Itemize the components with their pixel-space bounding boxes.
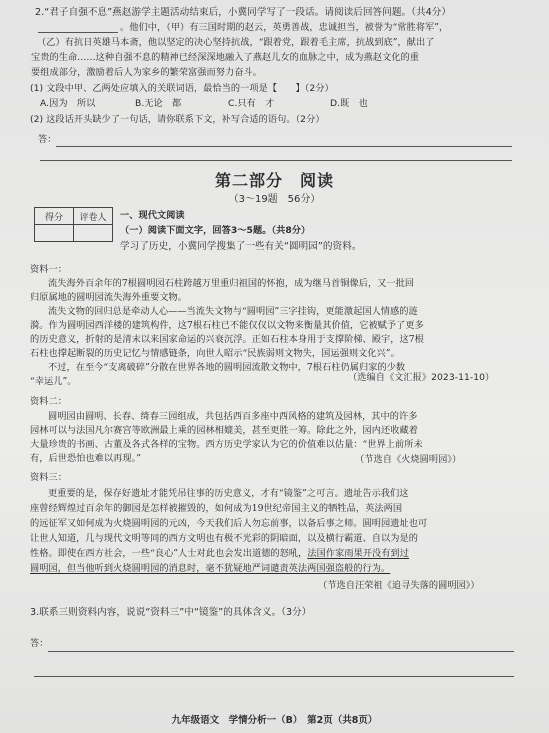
option-c: C.只有 才 bbox=[228, 98, 275, 109]
material-3-source: （节选自汪荣祖《追寻失落的圆明园》） bbox=[318, 580, 480, 591]
material-3-line: 的远征军又如何成为火烧圆明园的元凶，今天我们后人勿忘前事，以备后事之师。圆明园遗址也可 bbox=[30, 518, 428, 529]
passage-line: 。他们中，（甲）有三国时期的赵云，英勇善战，忠诚担当，被誉为“常胜将军”， bbox=[120, 22, 449, 33]
material-3-line bbox=[30, 548, 409, 560]
material-1-line: 石柱也撑起断裂的历史记忆与情感链条，向世人昭示“民族弱则文物失，国运强则文化兴”。 bbox=[30, 348, 400, 359]
answer-line bbox=[40, 160, 512, 161]
passage-line: 要组成部分，激励着后人为家乡的繁荣富强而努力奋斗。 bbox=[31, 67, 262, 78]
answer-line bbox=[48, 651, 514, 652]
material-2-line: 园林可以与法国凡尔赛宫等欧洲最上乘的园林相媲美，甚至更胜一筹。除此之外，园内还收藏着 bbox=[30, 425, 418, 436]
section-subtitle: （3～19题 56分） bbox=[228, 194, 321, 205]
material-1-line: “幸运儿”。 bbox=[30, 376, 77, 387]
question-2-points: （共4分） bbox=[411, 7, 452, 18]
part-subheading: （一）阅读下面文字，回答3～5题。（共8分） bbox=[120, 225, 311, 236]
material-3-text: 性格。即使在西方社会，一些“良心”人士对此也会发出道德的怒吼， bbox=[30, 548, 308, 559]
passage-line: （乙）有抗日英雄马本斋，他以坚定的决心坚持抗战，“跟着党，跟着毛主席，抗战到底”，献出了 bbox=[37, 37, 435, 48]
material-1-line: 漪。作为圆明园西洋楼的建筑构件，这7根石柱已不能仅仅以文物来衡量其价值，它被赋予了更多 bbox=[30, 320, 424, 331]
material-1-line: 流失海外百余年的7根圆明园石柱跨越万里重归祖国的怀抱，成为继马首铜像后，又一批回 bbox=[48, 278, 415, 289]
material-2-line: 有，后世恐怕也难以再现。” bbox=[30, 453, 141, 464]
material-3-underlined: 法国作家雨果开没有到过 bbox=[307, 548, 410, 559]
grader-header: 评卷人 bbox=[74, 208, 113, 225]
material-2-line: 大量珍贵的书画、古董及各式各样的宝物。西方历史学家认为它的价值难以估量：“世界上前所未 bbox=[30, 439, 423, 450]
missing-sentence-blank bbox=[38, 32, 118, 33]
material-3-line: 座曾经辉煌过百余年的御园是怎样被摧毁的，如何成为19世纪帝国主义的牺牲品，英法两国 bbox=[30, 503, 403, 514]
part-intro: 学习了历史，小冀同学搜集了一些有关“圆明园”的资料。 bbox=[120, 241, 362, 252]
section-title: 第二部分 阅读 bbox=[214, 171, 334, 190]
passage-line: 宝贵的生命……这种自强不息的精神已经深深地融入了燕赵儿女的血脉之中，成为燕赵文化的重 bbox=[31, 52, 419, 63]
q3-answer-label: 答： bbox=[30, 638, 49, 649]
score-header: 得分 bbox=[35, 208, 74, 225]
question-2-number: 2. bbox=[35, 7, 45, 18]
material-3-line: 让世人知道，几与现代文明等同的西方文明也有极不光彩的阴暗面，以及横行霸道、自以为是的 bbox=[30, 533, 418, 544]
material-1-line: 的历史意义，折射的是清末以来国家命运的兴衰沉浮。正如石柱本身用于支撑阶梯、殿宇，这7根 bbox=[30, 334, 424, 345]
question-2-line bbox=[35, 7, 451, 19]
option-a: A.因为 所以 bbox=[40, 98, 96, 109]
material-3-underlined-line: 圆明园，但当他听到火烧圆明园的消息时，毫不犹疑地严词谴责英法两国强盗般的行为。 bbox=[30, 563, 391, 574]
subquestion-1: (1) 文段中甲、乙两处应填入的关联词语，最恰当的一项是【 】（2分） bbox=[30, 83, 334, 94]
material-1-label: 资料一： bbox=[30, 264, 67, 275]
grader-cell bbox=[74, 225, 113, 242]
option-b: B.无论 都 bbox=[135, 98, 182, 109]
material-2-source: （节选自《火烧圆明园》） bbox=[355, 454, 462, 465]
material-1-source: （选编自《文汇报》2023-11-10） bbox=[348, 372, 495, 383]
subquestion-2: (2) 这段话开头缺少了一句话，请你联系下文，补写合适的语句。（2分） bbox=[30, 114, 325, 125]
page-footer: 九年级语文 学情分析一（B） 第2页（共8页） bbox=[171, 715, 378, 726]
question-2-text: “君子自强不息”燕赵游学主题活动结束后，小冀同学写了一段话。请阅读后回答问题。 bbox=[44, 7, 412, 18]
material-3-line: 更重要的是，保存好遗址才能凭吊往事的历史意义，才有“镜鉴”之可言。遗址告示我们这 bbox=[48, 488, 409, 499]
material-2-line: 圆明园由圆明、长春、绮春三园组成，共包括西百多座中西风格的建筑及园林，其中的许多 bbox=[48, 411, 418, 422]
answer-label: 答： bbox=[38, 134, 57, 145]
answer-line bbox=[56, 146, 512, 147]
option-d: D.既 也 bbox=[330, 98, 368, 109]
material-1-line: 归原属地的圆明园流失海外重要文物。 bbox=[30, 292, 188, 303]
material-1-line: 流失文物的回归总是牵动人心——当流失文物与“圆明园”三字挂钩，更能激起国人情感的涟 bbox=[48, 306, 418, 317]
answer-line bbox=[34, 676, 514, 677]
material-1-line: 不过，在至今“支离破碎”分散在世界各地的圆明园流散文物中，7根石柱仍属归家的少数 bbox=[48, 362, 406, 373]
score-table bbox=[34, 207, 113, 242]
question-3: 3.联系三则资料内容，说说“资料三”中“镜鉴”的具体含义。（3分） bbox=[30, 607, 312, 618]
score-cell bbox=[35, 225, 74, 242]
part-heading: 一、现代文阅读 bbox=[120, 210, 185, 221]
material-2-label: 资料二： bbox=[30, 396, 67, 407]
material-3-label: 资料三： bbox=[30, 472, 67, 483]
